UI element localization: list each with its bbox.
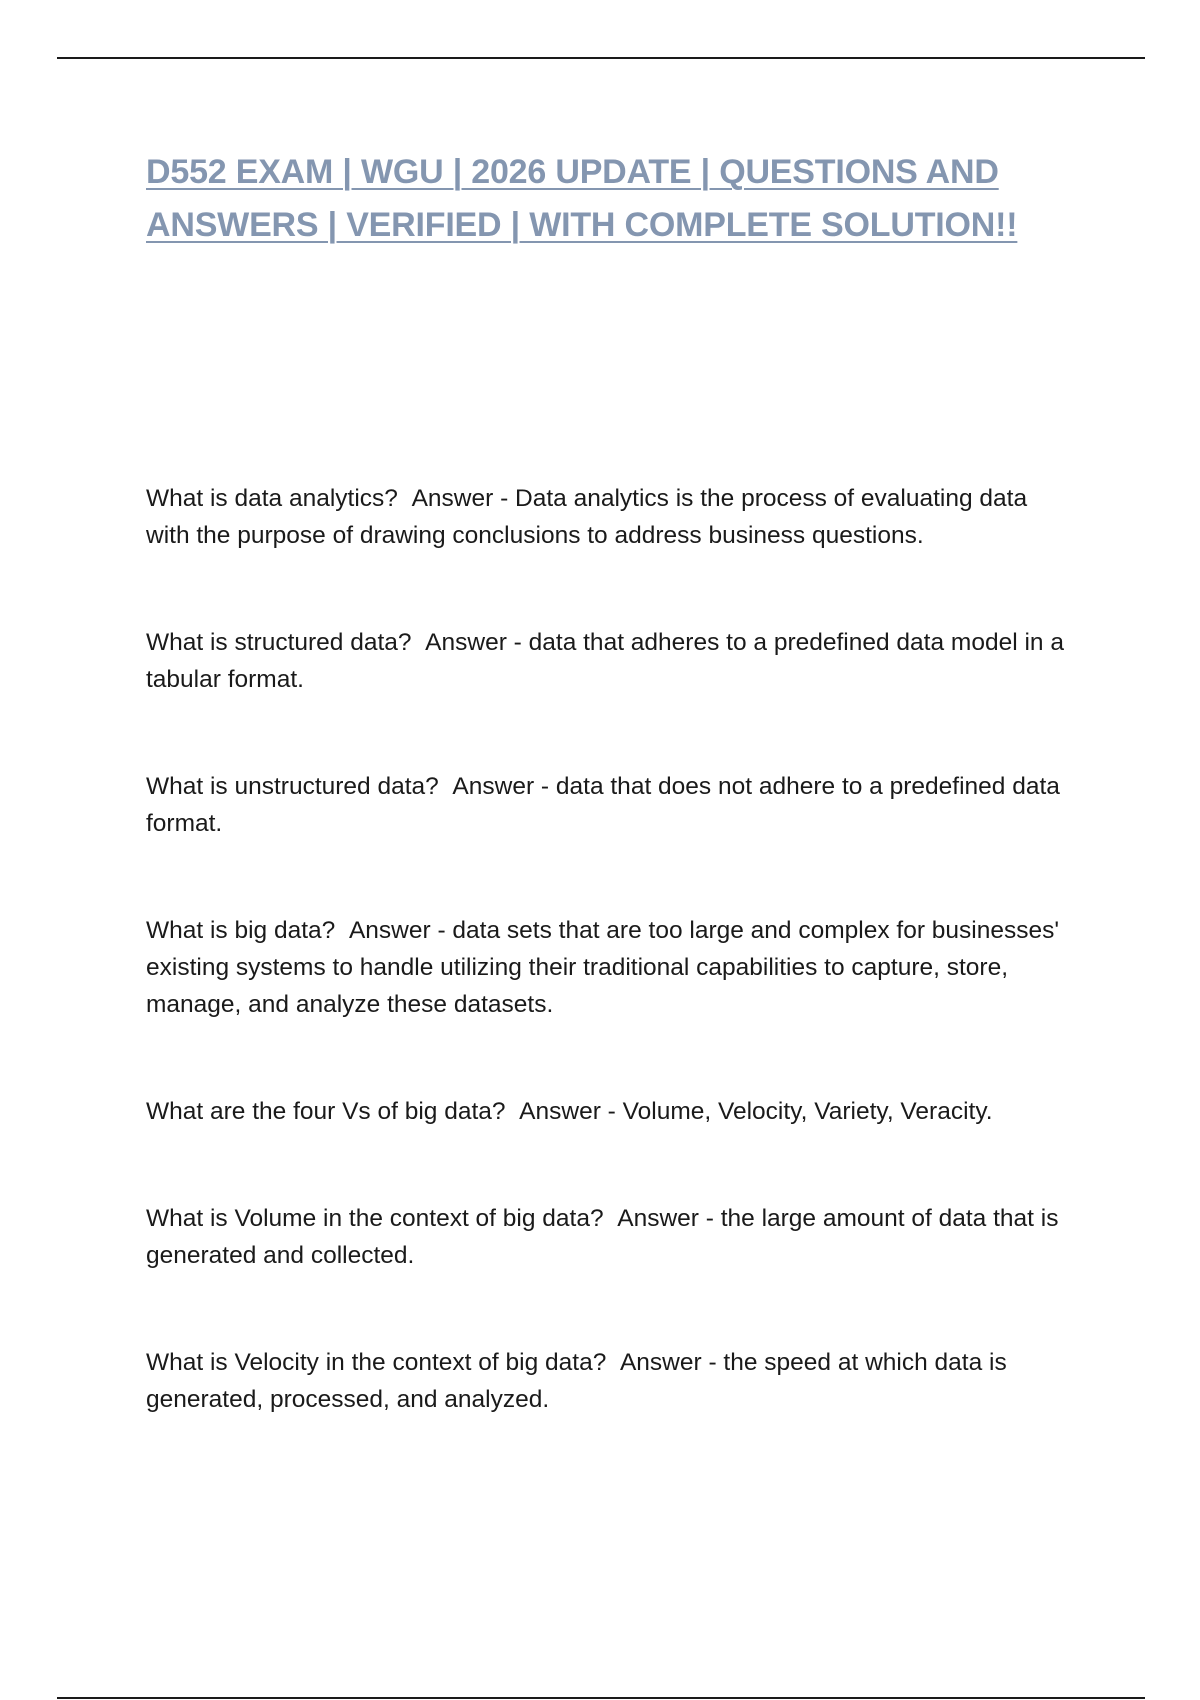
question-text: What is unstructured data?: [146, 773, 439, 800]
answer-text: Answer - data sets that are too large and complex for businesses' existing systems to handle utilizing their traditional capabilities to capture, store, manage, and analyze these datasets.: [146, 917, 1060, 1018]
answer-text: Answer - Volume, Velocity, Variety, Veracity.: [519, 1098, 993, 1125]
answer-text: Answer - data that does not adhere to a predefined data format.: [146, 773, 1060, 837]
question-text: What is data analytics?: [146, 485, 398, 512]
header-rule: [57, 57, 1145, 59]
footer-rule: [57, 1697, 1145, 1699]
qa-item: [146, 1093, 1076, 1130]
question-text: What is Velocity in the context of big data?: [146, 1349, 607, 1376]
qa-item: [146, 1200, 1076, 1274]
qa-item: [146, 912, 1076, 1023]
answer-text: Answer - the large amount of data that is generated and collected.: [146, 1205, 1059, 1269]
qa-item: [146, 1344, 1076, 1418]
question-text: What are the four Vs of big data?: [146, 1098, 506, 1125]
answer-text: Answer - the speed at which data is generated, processed, and analyzed.: [146, 1349, 1007, 1413]
qa-item: [146, 768, 1076, 842]
qa-item: [146, 624, 1076, 698]
question-text: What is Volume in the context of big data?: [146, 1205, 604, 1232]
answer-text: Answer - data that adheres to a predefined data model in a tabular format.: [146, 629, 1064, 693]
qa-list: [146, 480, 1076, 1418]
qa-item: [146, 480, 1076, 554]
document-title: D552 EXAM | WGU | 2026 UPDATE | QUESTIONS AND ANSWERS | VERIFIED | WITH COMPLETE SOLUTION!!: [146, 153, 1018, 244]
question-text: What is structured data?: [146, 629, 412, 656]
answer-text: Answer - Data analytics is the process of evaluating data with the purpose of drawing conclusions to address business questions.: [146, 485, 1028, 549]
question-text: What is big data?: [146, 917, 336, 944]
